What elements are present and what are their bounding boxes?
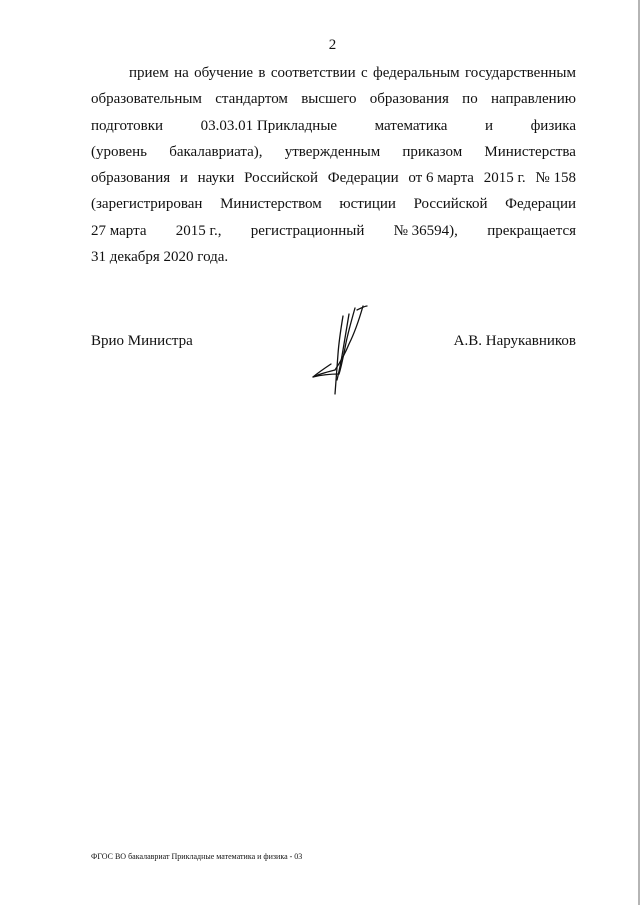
paragraph-word: Федерации — [327, 170, 399, 187]
paragraph-word: подготовки — [91, 117, 164, 134]
order-paragraph — [91, 60, 576, 270]
paragraph-line — [91, 165, 576, 191]
paragraph-word: направлению — [490, 91, 576, 108]
paragraph-word: математика — [374, 117, 448, 134]
paragraph-word: № 158 — [535, 170, 576, 187]
paragraph-word: высшего — [301, 91, 357, 108]
paragraph-line — [91, 244, 576, 270]
paragraph-word: соответствии — [270, 65, 356, 81]
paragraph-word: Министерства — [484, 143, 576, 160]
paragraph-word: прекращается — [487, 222, 576, 239]
paragraph-word: стандартом — [215, 91, 288, 108]
paragraph-word: обучение — [194, 65, 254, 81]
paragraph-word: 2015 г., — [175, 222, 222, 239]
paragraph-word: 03.03.01 Прикладные — [200, 117, 338, 134]
paragraph-word: регистрационный — [250, 222, 365, 239]
paragraph-word: 31 декабря 2020 года. — [91, 249, 229, 266]
paragraph-word: 2015 г. — [483, 170, 526, 187]
signatory-role: Врио Министра — [91, 333, 193, 349]
paragraph-word: федеральным — [372, 65, 460, 81]
paragraph-word: образовательным — [91, 91, 202, 108]
paragraph-word: Российской — [244, 170, 319, 187]
paragraph-word: (уровень — [91, 143, 148, 160]
page-number: 2 — [328, 37, 337, 53]
paragraph-word: на — [174, 65, 189, 81]
paragraph-word: образования — [91, 170, 171, 187]
paragraph-word: Российской — [413, 196, 488, 213]
paragraph-word: государственным — [465, 65, 576, 81]
paragraph-line — [91, 113, 576, 139]
paragraph-word: науки — [197, 170, 235, 187]
paragraph-word: и — [485, 117, 494, 134]
paragraph-word: Министерством — [220, 196, 322, 213]
paragraph-word: 27 марта — [91, 222, 147, 239]
paragraph-word: № 36594), — [393, 222, 458, 239]
paragraph-word: утвержденным — [284, 143, 381, 160]
paragraph-word: образования — [369, 91, 449, 108]
paragraph-word: бакалавриата), — [169, 143, 263, 160]
handwritten-signature — [305, 298, 375, 398]
paragraph-line — [91, 139, 576, 165]
paragraph-line — [91, 191, 576, 217]
paragraph-word: (зарегистрирован — [91, 196, 203, 213]
paragraph-word: приказом — [402, 143, 463, 160]
paragraph-word: в — [258, 65, 266, 81]
document-footer: ФГОС ВО бакалавриат Прикладные математика и физика - 03 — [91, 852, 303, 861]
paragraph-line — [91, 60, 576, 86]
signatory-name: А.В. Нарукавников — [453, 333, 576, 349]
paragraph-word: по — [462, 91, 478, 108]
paragraph-word: прием — [129, 65, 169, 81]
paragraph-word: и — [179, 170, 188, 187]
paragraph-line — [91, 218, 576, 244]
paragraph-word: юстиции — [339, 196, 396, 213]
paragraph-word: Федерации — [505, 196, 576, 213]
paragraph-line — [91, 86, 576, 112]
paragraph-word: от 6 марта — [408, 170, 474, 187]
paragraph-word: с — [360, 65, 368, 81]
paragraph-word: физика — [530, 117, 576, 134]
